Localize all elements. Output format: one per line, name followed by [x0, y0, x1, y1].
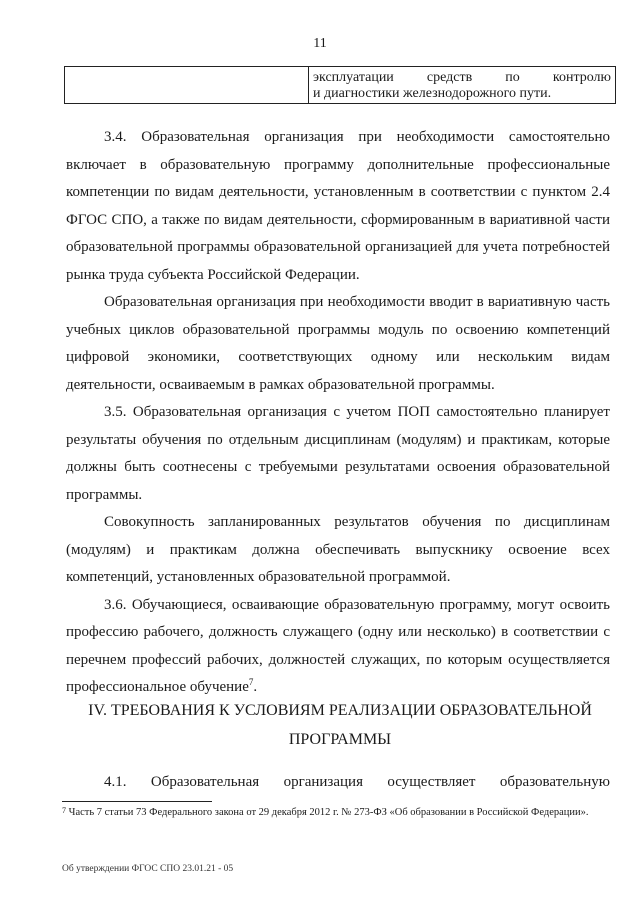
table-word: контролю [552, 70, 611, 85]
page-number: 11 [313, 36, 327, 51]
footnote-number: 7 [62, 806, 66, 815]
table-cell-line-2: и диагностики железнодорожного пути. [313, 86, 552, 101]
paragraph-word: образовательную [499, 774, 610, 790]
table-word: средств [426, 70, 473, 85]
section-heading-line-1: IV. ТРЕБОВАНИЯ К УСЛОВИЯМ РЕАЛИЗАЦИИ ОБРАЗОВАТЕЛЬНОЙ [88, 702, 592, 719]
paragraph-3-5: 3.5. Образовательная организация с учетом ПОП самостоятельно планирует результаты обучения по отдельным дисциплинам (модулям) и практикам, которые должны быть соотнесены с требуемыми результатами освоения образовательной программы. [66, 404, 610, 503]
footnote [62, 806, 622, 820]
paragraph-3-4: 3.4. Образовательная организация при необходимости самостоятельно включает в образовательную программу дополнительные профессиональные компетенции по видам деятельности, установленным в соответствии с пунктом 2.4 ФГОС СПО, а также по видам деятельности, сформированным в вариативной части образовательной программы образовательной организацией для учета потребностей рынка труда субъекта Российской Федерации. [66, 129, 610, 283]
table-row [64, 66, 616, 104]
table-cell-line-1 [313, 70, 611, 86]
paragraph-word: осуществляет [387, 774, 476, 790]
paragraph-3-6: 3.6. Обучающиеся, осваивающие образовательную программу, могут освоить профессию рабочего, должность служащего (одну или несколько) в соответствии с перечнем профессий рабочих, должностей служащих, по которым осуществляется профессиональное обучение$^7$. [66, 596, 610, 695]
page-footer: Об утверждении ФГОС СПО 23.01.21 - 05 [62, 864, 234, 874]
table-cell-text [309, 67, 615, 103]
paragraph-3-6-text: 3.6. Обучающиеся, осваивающие образовательную программу, могут освоить профессию рабочего, должность служащего (одну или несколько) в соответствии с перечнем профессий рабочих, должностей служащих, по которым осуществляется профессиональное обучение [66, 596, 610, 695]
paragraph-digital-economy: Образовательная организация при необходимости вводит в вариативную часть учебных циклов образовательной программы модуль по освоению компетенций цифровой экономики, соответствующих одному или нескольким видам деятельности, осваиваемым в рамках образовательной программы. [66, 294, 610, 393]
table-word: эксплуатации [313, 70, 394, 85]
table-cell-empty [65, 67, 309, 103]
paragraph-word: организация [283, 774, 363, 790]
table-word: по [505, 70, 520, 85]
footnote-divider [62, 801, 212, 802]
section-heading [70, 696, 610, 754]
footnote-text: Часть 7 статьи 73 Федерального закона от 29 декабря 2012 г. № 273-ФЗ «Об образовании в Российской Федерации». [68, 807, 589, 818]
paragraph-4-1 [66, 772, 610, 792]
paragraph-word: 4.1. [104, 774, 127, 790]
footnote-reference: 7 [248, 677, 254, 687]
section-heading-line-2: ПРОГРАММЫ [288, 731, 392, 748]
paragraph-word: Образовательная [150, 774, 260, 790]
paragraph-competencies: Совокупность запланированных результатов обучения по дисциплинам (модулям) и практикам должна обеспечивать выпускнику освоение всех компетенций, установленных образовательной программой. [66, 514, 610, 585]
body-text [66, 124, 610, 702]
